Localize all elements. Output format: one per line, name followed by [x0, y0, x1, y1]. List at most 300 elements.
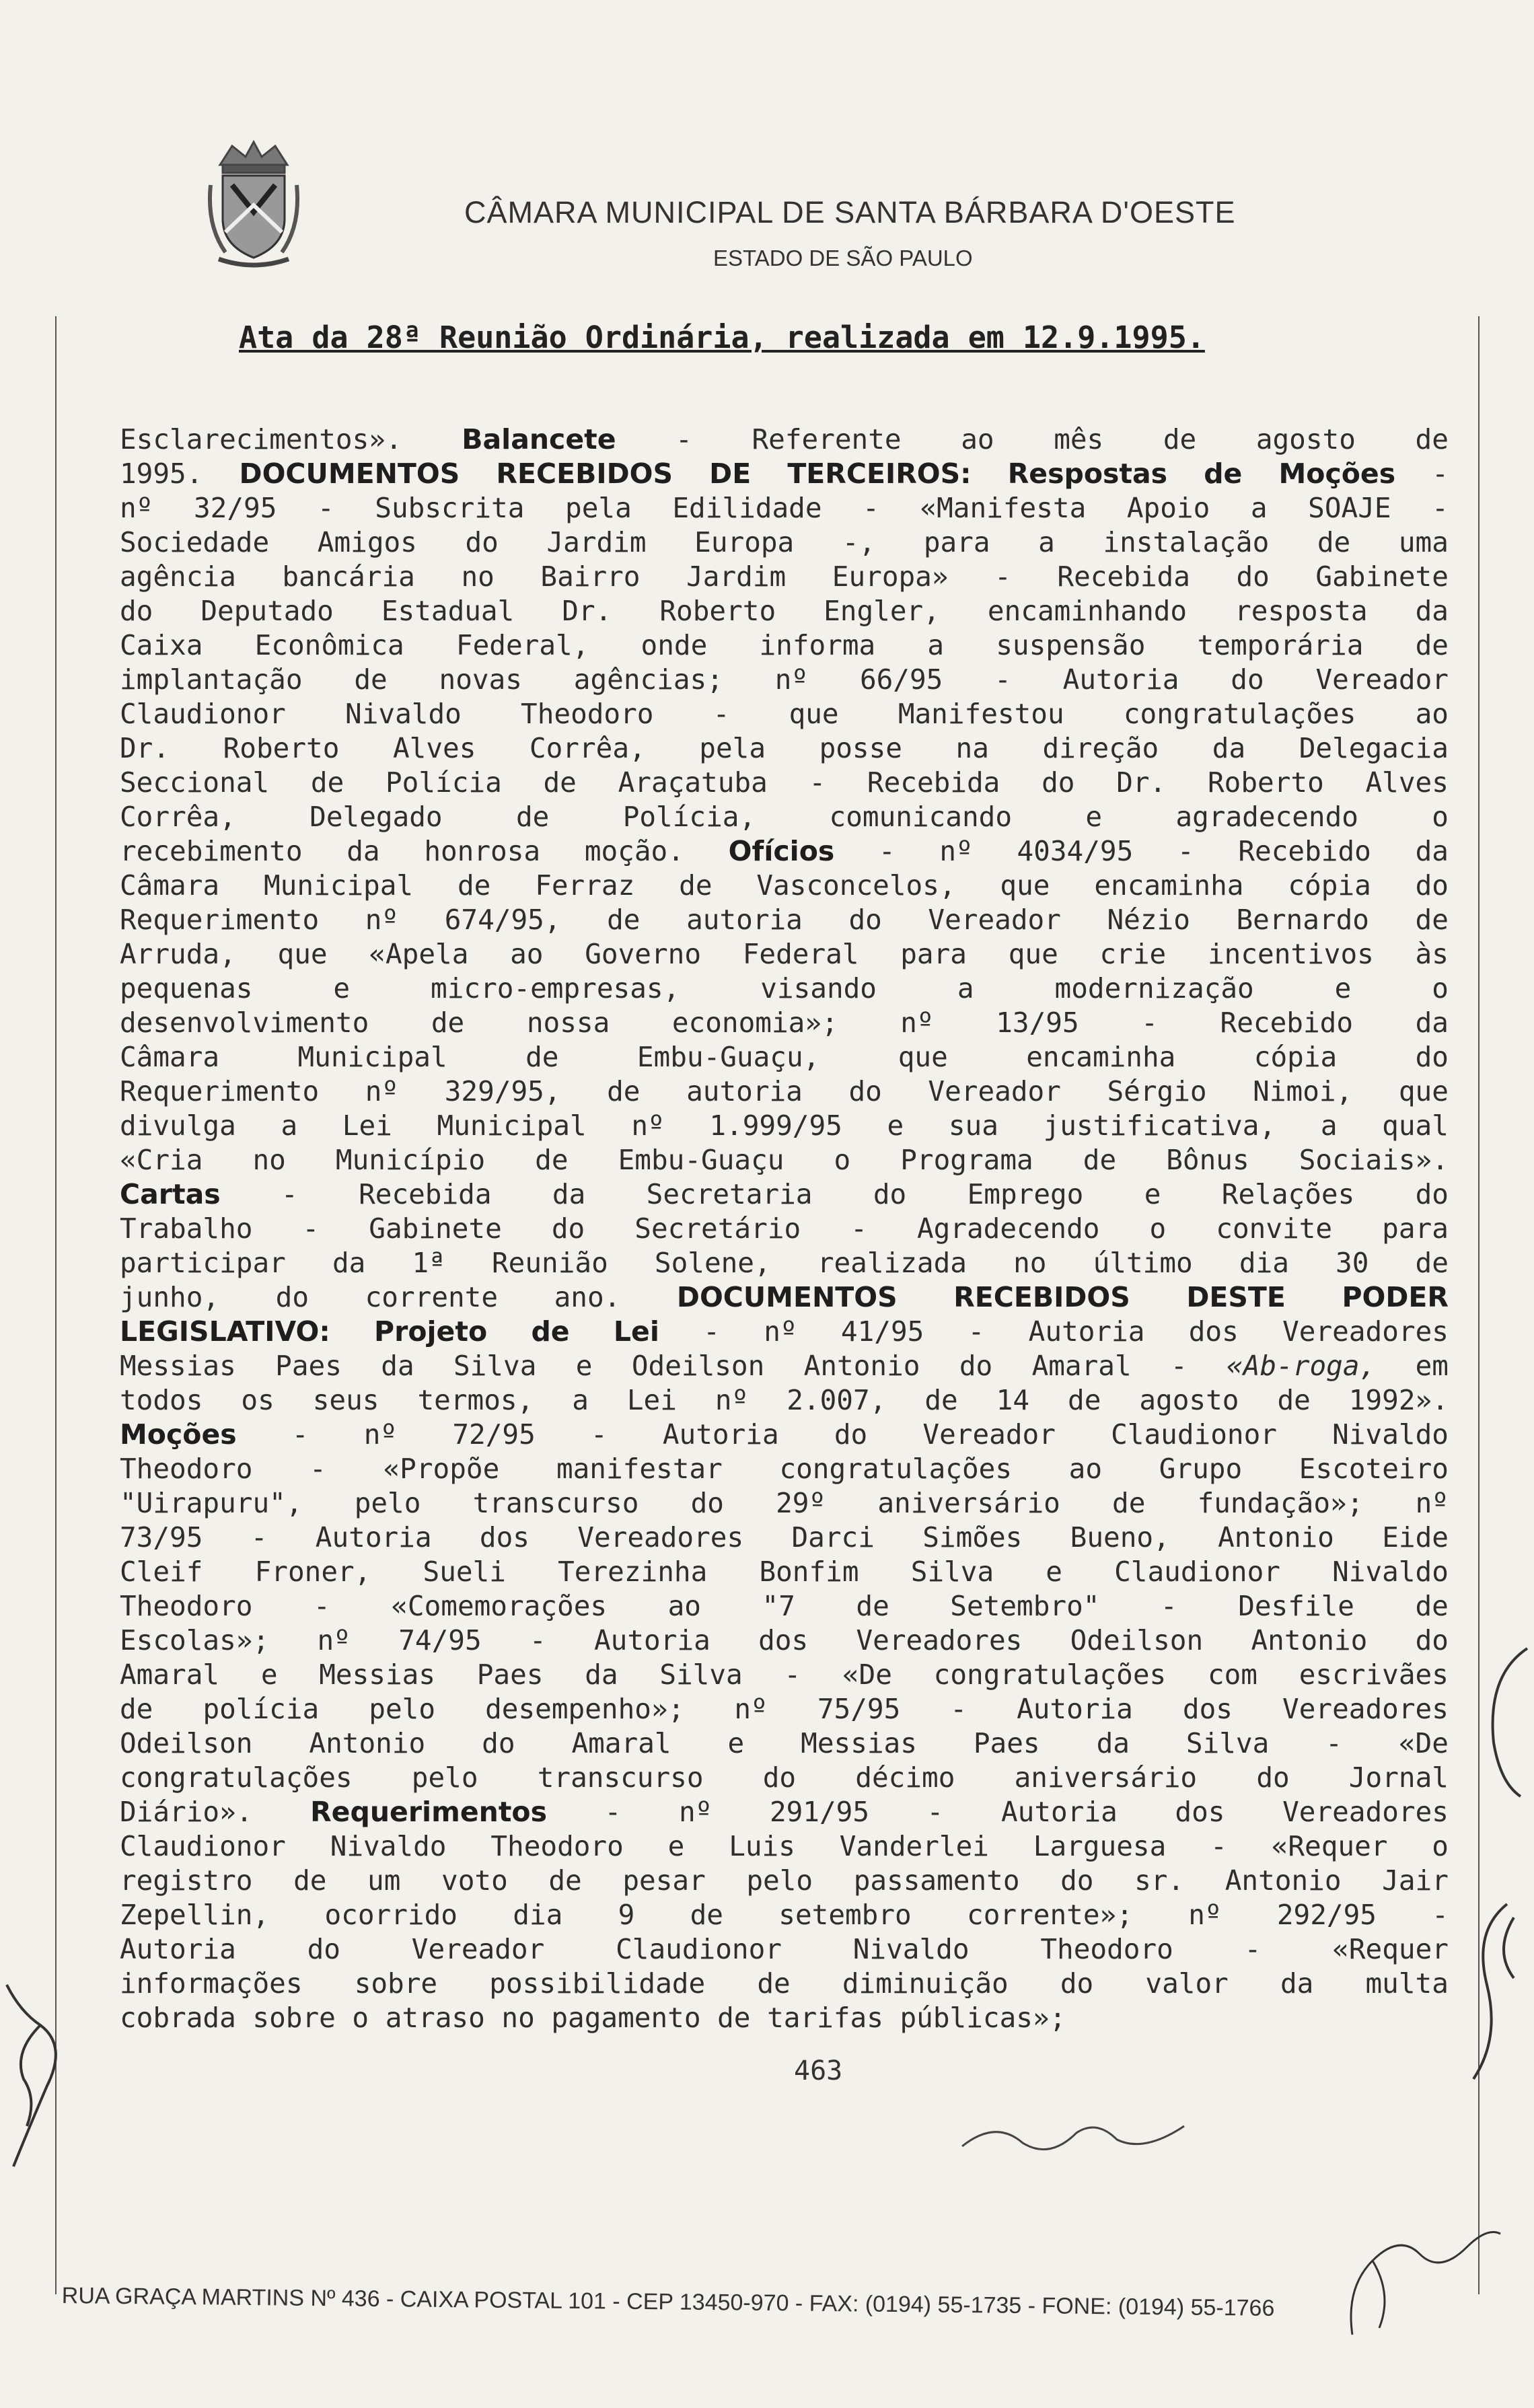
- word: de: [607, 904, 641, 936]
- word: -: [850, 1212, 867, 1245]
- word: ao: [961, 423, 994, 455]
- word: Sociedade: [120, 526, 270, 558]
- word: Antonio: [803, 1350, 920, 1382]
- word: Delegado: [309, 801, 443, 833]
- word: 73/95: [120, 1521, 203, 1554]
- word: -: [713, 698, 730, 730]
- word: no: [501, 2002, 535, 2034]
- word: para: [923, 526, 990, 558]
- word: -: [1432, 492, 1449, 524]
- word: 291/95: [769, 1796, 870, 1828]
- text-line: [120, 1658, 1449, 1692]
- word: Antonio: [309, 1727, 426, 1759]
- word: Manifestou: [898, 698, 1064, 730]
- word: de: [1204, 458, 1243, 490]
- word: nº: [1188, 1899, 1222, 1931]
- word: instalação: [1103, 526, 1270, 558]
- word: Lei: [626, 1384, 677, 1416]
- word: «Comemorações: [391, 1590, 608, 1622]
- word: Emprego: [967, 1178, 1084, 1210]
- word: -: [950, 1693, 967, 1725]
- word: todos: [120, 1384, 203, 1416]
- word: posse: [819, 732, 902, 764]
- word: PODER: [1342, 1281, 1449, 1313]
- word: Lei: [613, 1315, 659, 1348]
- text-line: [120, 1383, 1449, 1418]
- word: de: [1415, 1247, 1449, 1279]
- word: Vasconcelos,: [756, 869, 956, 902]
- word: 41/95: [840, 1315, 924, 1348]
- word: Recebido: [1220, 1007, 1354, 1039]
- word: da: [1415, 1007, 1449, 1039]
- word: Municipal: [437, 1109, 587, 1142]
- word: Recebida: [867, 766, 1000, 799]
- word: da: [552, 1178, 586, 1210]
- word: Bernardo: [1236, 904, 1369, 936]
- word: Nimoi,: [1253, 1075, 1353, 1107]
- word: moção.: [584, 835, 684, 867]
- word: nº: [678, 1796, 713, 1828]
- text-line: [120, 766, 1449, 800]
- word: passamento: [853, 1864, 1020, 1897]
- word: sobre: [252, 2002, 336, 2034]
- footer-address: RUA GRAÇA MARTINS Nº 436 - CAIXA POSTAL 101 - CEP 13450-970 - FAX: (0194) 55-1735 - FONE: (0194) 55-1766: [61, 2283, 1275, 2321]
- word: de: [924, 1384, 958, 1416]
- word: Jardim: [546, 526, 647, 558]
- word: 30: [1336, 1247, 1369, 1279]
- word: aniversário: [1014, 1761, 1198, 1794]
- word: dos: [479, 1521, 529, 1554]
- word: nº: [631, 1109, 665, 1142]
- word: TERCEIROS:: [787, 458, 972, 490]
- word: 9: [618, 1899, 635, 1931]
- word: congratulações: [1123, 698, 1356, 730]
- word: Diário».: [120, 1796, 253, 1828]
- word: -: [529, 1624, 546, 1656]
- text-line: [120, 731, 1449, 766]
- word: nº: [120, 492, 153, 524]
- word: de: [120, 1693, 153, 1725]
- word: de: [548, 1864, 582, 1897]
- word: cópia: [1288, 869, 1371, 902]
- word: -: [317, 492, 334, 524]
- text-line: [120, 1692, 1449, 1726]
- word: aniversário: [877, 1487, 1060, 1519]
- word: da: [332, 1247, 366, 1279]
- word: «Apela: [369, 938, 469, 970]
- word: públicas»;: [900, 2002, 1066, 2034]
- word: voto: [441, 1864, 508, 1897]
- word: Eide: [1382, 1521, 1449, 1554]
- word: cópia: [1253, 1041, 1338, 1073]
- word: Lei: [342, 1109, 392, 1142]
- word: Recebida: [359, 1178, 492, 1210]
- word: Moções: [120, 1418, 237, 1451]
- word: -: [281, 1178, 298, 1210]
- word: agradecendo: [1175, 801, 1358, 833]
- word: e: [887, 1109, 904, 1142]
- word: Balancete: [462, 423, 616, 455]
- word: de: [431, 1007, 465, 1039]
- word: Autoria: [1062, 663, 1179, 696]
- word: 72/95: [452, 1418, 536, 1451]
- word: Theodoro: [490, 1830, 624, 1862]
- word: Relações: [1221, 1178, 1355, 1210]
- word: Froner,: [254, 1556, 371, 1588]
- word: Secretaria: [646, 1178, 813, 1210]
- word: Cleif: [120, 1556, 203, 1588]
- word: do: [848, 1075, 882, 1107]
- word: «Cria: [120, 1144, 203, 1176]
- word: e: [727, 1727, 745, 1759]
- word: Silva: [659, 1658, 743, 1691]
- word: congratulações: [933, 1658, 1167, 1691]
- word: do: [1060, 1864, 1094, 1897]
- text-line: [120, 1589, 1449, 1623]
- margin-rubric-left: [0, 1971, 81, 2173]
- word: economia»;: [671, 1007, 838, 1039]
- word: Jardim: [686, 560, 787, 593]
- word: Dr.: [1116, 766, 1167, 799]
- word: Amaral: [1031, 1350, 1132, 1382]
- word: da: [1212, 732, 1246, 764]
- word: Claudionor: [1111, 1418, 1277, 1451]
- word: às: [1415, 938, 1449, 970]
- word: Paes: [476, 1658, 544, 1691]
- municipal-crest-logo: [205, 138, 303, 272]
- word: multa: [1365, 1967, 1449, 2000]
- word: -: [675, 423, 692, 455]
- word: a: [1038, 526, 1055, 558]
- word: -: [703, 1315, 720, 1348]
- word: -: [784, 1658, 801, 1691]
- word: do: [1415, 1178, 1449, 1210]
- word: ao: [1415, 698, 1449, 730]
- word: Grupo: [1159, 1453, 1243, 1485]
- word: 1992».: [1348, 1384, 1449, 1416]
- word: valor: [1145, 1967, 1229, 2000]
- text-line: [120, 1555, 1449, 1589]
- word: Bairro: [540, 560, 641, 593]
- word: e: [575, 1350, 593, 1382]
- word: 75/95: [817, 1693, 901, 1725]
- word: RECEBIDOS: [953, 1281, 1130, 1313]
- word: Econômica: [254, 629, 404, 661]
- word: Araçatuba: [618, 766, 768, 799]
- word: Federal: [742, 938, 859, 970]
- word: Theodoro: [120, 1453, 253, 1485]
- word: do: [1236, 560, 1270, 593]
- text-line: [120, 903, 1449, 937]
- word: sua: [948, 1109, 998, 1142]
- word: encaminhando: [987, 595, 1188, 627]
- word: -,: [842, 526, 876, 558]
- word: dos: [758, 1624, 809, 1656]
- word: resposta: [1235, 595, 1368, 627]
- page-number: 463: [794, 2055, 843, 2086]
- word: 292/95: [1276, 1899, 1377, 1931]
- word: ao: [510, 938, 544, 970]
- word: «De: [842, 1658, 892, 1691]
- word: de: [525, 1041, 559, 1073]
- word: pelo: [746, 1864, 813, 1897]
- word: na: [955, 732, 989, 764]
- word: para: [1382, 1212, 1449, 1245]
- word: Vereador: [928, 1075, 1061, 1107]
- word: um: [367, 1864, 401, 1897]
- word: de: [1317, 526, 1351, 558]
- word: DE: [709, 458, 752, 490]
- word: Trabalho: [120, 1212, 253, 1245]
- word: a: [957, 972, 974, 1005]
- word: Vereador: [1315, 663, 1449, 696]
- word: Reunião: [491, 1247, 608, 1279]
- word: SOAJE: [1308, 492, 1391, 524]
- word: no: [461, 560, 495, 593]
- word: Antonio: [1251, 1624, 1368, 1656]
- word: 329/95,: [444, 1075, 561, 1107]
- word: informa: [759, 629, 876, 661]
- word: do: [690, 1487, 724, 1519]
- word: -: [1160, 1590, 1177, 1622]
- word: de: [1415, 423, 1449, 455]
- word: Vereadores: [856, 1624, 1023, 1656]
- word: de: [607, 1075, 641, 1107]
- word: Estadual: [381, 595, 515, 627]
- word: do: [848, 904, 882, 936]
- text-line: [120, 1006, 1449, 1040]
- word: a: [572, 1384, 589, 1416]
- word: em: [1415, 1350, 1449, 1382]
- word: dos: [1182, 1693, 1233, 1725]
- text-line: [120, 1109, 1449, 1143]
- word: uma: [1398, 526, 1449, 558]
- text-line: [120, 972, 1449, 1006]
- text-line: [120, 937, 1449, 972]
- word: Dr.: [120, 732, 170, 764]
- word: -: [314, 1590, 330, 1622]
- word: e: [333, 972, 351, 1005]
- word: Darci: [791, 1521, 875, 1554]
- word: sr.: [1134, 1864, 1185, 1897]
- word: no: [1013, 1247, 1047, 1279]
- word: nº: [317, 1624, 351, 1656]
- text-line: [120, 1177, 1449, 1212]
- state-name: ESTADO DE SÃO PAULO: [713, 246, 973, 270]
- word: suspensão: [996, 629, 1146, 661]
- word: no: [252, 1144, 286, 1176]
- word: dos: [1175, 1796, 1225, 1828]
- word: Paes: [973, 1727, 1040, 1759]
- word: Roberto: [1207, 766, 1324, 799]
- word: Dr.: [562, 595, 612, 627]
- word: de: [535, 1144, 569, 1176]
- word: nº: [365, 904, 399, 936]
- word: nº: [734, 1693, 768, 1725]
- word: Vereadores: [1282, 1315, 1449, 1348]
- word: o: [1432, 1830, 1449, 1862]
- word: Municipal: [297, 1041, 447, 1073]
- word: Amaral: [571, 1727, 671, 1759]
- word: agosto: [1139, 1384, 1239, 1416]
- word: Nézio: [1107, 904, 1190, 936]
- word: comunicando: [829, 801, 1013, 833]
- text-line: [120, 1898, 1449, 1932]
- word: -: [1210, 1830, 1227, 1862]
- word: manifestar: [556, 1453, 723, 1485]
- word: encaminha: [1094, 869, 1244, 902]
- word: os: [241, 1384, 275, 1416]
- word: -: [1177, 835, 1194, 867]
- word: pequenas: [120, 972, 253, 1005]
- word: do: [1060, 1967, 1094, 2000]
- word: ao: [667, 1590, 701, 1622]
- word: Vereador: [928, 904, 1061, 936]
- word: do: [959, 1350, 993, 1382]
- word: do: [307, 1933, 340, 1965]
- word: Roberto: [223, 732, 340, 764]
- word: de: [1163, 423, 1197, 455]
- word: Vereador: [922, 1418, 1056, 1451]
- word: «Ab-roga,: [1227, 1350, 1377, 1382]
- word: Larguesa: [1033, 1830, 1167, 1862]
- word: pelo: [354, 1487, 421, 1519]
- word: honrosa: [424, 835, 541, 867]
- word: setembro: [778, 1899, 912, 1931]
- word: de: [1415, 1590, 1449, 1622]
- word: encaminha: [1026, 1041, 1176, 1073]
- word: -: [994, 560, 1011, 593]
- document-title: Ata da 28ª Reunião Ordinária, realizada em 12.9.1995.: [239, 320, 1205, 355]
- word: informações: [120, 1967, 303, 2000]
- text-line: [120, 1074, 1449, 1109]
- text-line: [120, 1623, 1449, 1658]
- word: do: [834, 1418, 868, 1451]
- word: Theodoro: [521, 698, 654, 730]
- word: desenvolvimento: [120, 1007, 369, 1039]
- word: que: [1008, 938, 1058, 970]
- word: Arruda,: [120, 938, 236, 970]
- word: e: [1334, 972, 1352, 1005]
- word: Gabinete: [369, 1212, 502, 1245]
- word: Escolas»;: [120, 1624, 270, 1656]
- word: e: [1046, 1556, 1062, 1588]
- word: Escoteiro: [1299, 1453, 1449, 1485]
- word: Polícia: [385, 766, 502, 799]
- word: transcurso: [472, 1487, 639, 1519]
- word: do: [1415, 1624, 1449, 1656]
- text-line: [120, 1349, 1449, 1383]
- word: visando: [760, 972, 877, 1005]
- text-line: [120, 628, 1449, 663]
- word: «Propõe: [383, 1453, 500, 1485]
- text-line: [120, 1486, 1449, 1521]
- word: de: [1415, 629, 1449, 661]
- word: Theodoro: [120, 1590, 253, 1622]
- word: «Manifesta: [920, 492, 1087, 524]
- word: -: [879, 835, 896, 867]
- word: com: [1207, 1658, 1257, 1691]
- word: desempenho»;: [485, 1693, 685, 1725]
- text-line: [120, 423, 1449, 457]
- word: Messias: [801, 1727, 917, 1759]
- word: onde: [641, 629, 708, 661]
- word: de: [679, 869, 713, 902]
- word: de: [531, 1315, 570, 1348]
- word: e: [260, 1658, 278, 1691]
- word: Governo: [585, 938, 702, 970]
- word: pesar: [622, 1864, 706, 1897]
- word: do: [120, 595, 153, 627]
- word: Setembro": [950, 1590, 1100, 1622]
- word: Autoria: [120, 1933, 236, 1965]
- word: nº: [1415, 1487, 1449, 1519]
- word: Autoria: [1017, 1693, 1133, 1725]
- word: que: [277, 938, 328, 970]
- word: Projeto: [374, 1315, 488, 1348]
- word: Zepellin,: [120, 1899, 270, 1931]
- word: do: [1042, 766, 1075, 799]
- word: recebimento: [120, 835, 303, 867]
- text-line: [120, 1246, 1449, 1280]
- word: RECEBIDOS: [496, 458, 673, 490]
- word: Apoio: [1126, 492, 1210, 524]
- word: Vereadores: [1282, 1693, 1449, 1725]
- word: Jornal: [1348, 1761, 1449, 1794]
- word: Polícia,: [622, 801, 756, 833]
- word: de: [717, 2002, 751, 2034]
- word: de: [457, 869, 491, 902]
- word: a: [1320, 1109, 1338, 1142]
- word: -: [590, 1418, 608, 1451]
- signature-bottom-right: [1332, 2207, 1507, 2341]
- word: mês: [1054, 423, 1104, 455]
- word: o: [352, 2002, 369, 2034]
- word: justificativa,: [1043, 1109, 1276, 1142]
- word: Nivaldo: [1332, 1556, 1449, 1588]
- word: Câmara: [120, 1041, 220, 1073]
- word: da: [1415, 595, 1449, 627]
- word: agosto: [1255, 423, 1356, 455]
- word: de: [1068, 1384, 1101, 1416]
- word: Subscrita: [375, 492, 525, 524]
- word: seus: [312, 1384, 379, 1416]
- word: Bônus: [1166, 1144, 1249, 1176]
- word: corrente: [365, 1281, 499, 1313]
- word: Silva: [1185, 1727, 1270, 1759]
- word: que: [1000, 869, 1050, 902]
- word: nº: [715, 1384, 749, 1416]
- text-line: [120, 834, 1449, 869]
- word: Antonio: [1218, 1521, 1334, 1554]
- word: DESTE: [1186, 1281, 1286, 1313]
- word: 13/95: [996, 1007, 1079, 1039]
- word: de: [1415, 904, 1449, 936]
- word: 1995.: [120, 458, 203, 490]
- word: possibilidade: [489, 1967, 706, 2000]
- word: escrivães: [1299, 1658, 1449, 1691]
- text-line: [120, 1280, 1449, 1315]
- word: -: [994, 663, 1011, 696]
- word: Claudionor: [1114, 1556, 1280, 1588]
- word: e: [1085, 801, 1103, 833]
- word: DOCUMENTOS: [676, 1281, 898, 1313]
- word: autoria: [686, 904, 803, 936]
- word: Roberto: [659, 595, 776, 627]
- word: Ferraz: [535, 869, 635, 902]
- word: e: [1144, 1178, 1161, 1210]
- word: Odeilson: [120, 1727, 253, 1759]
